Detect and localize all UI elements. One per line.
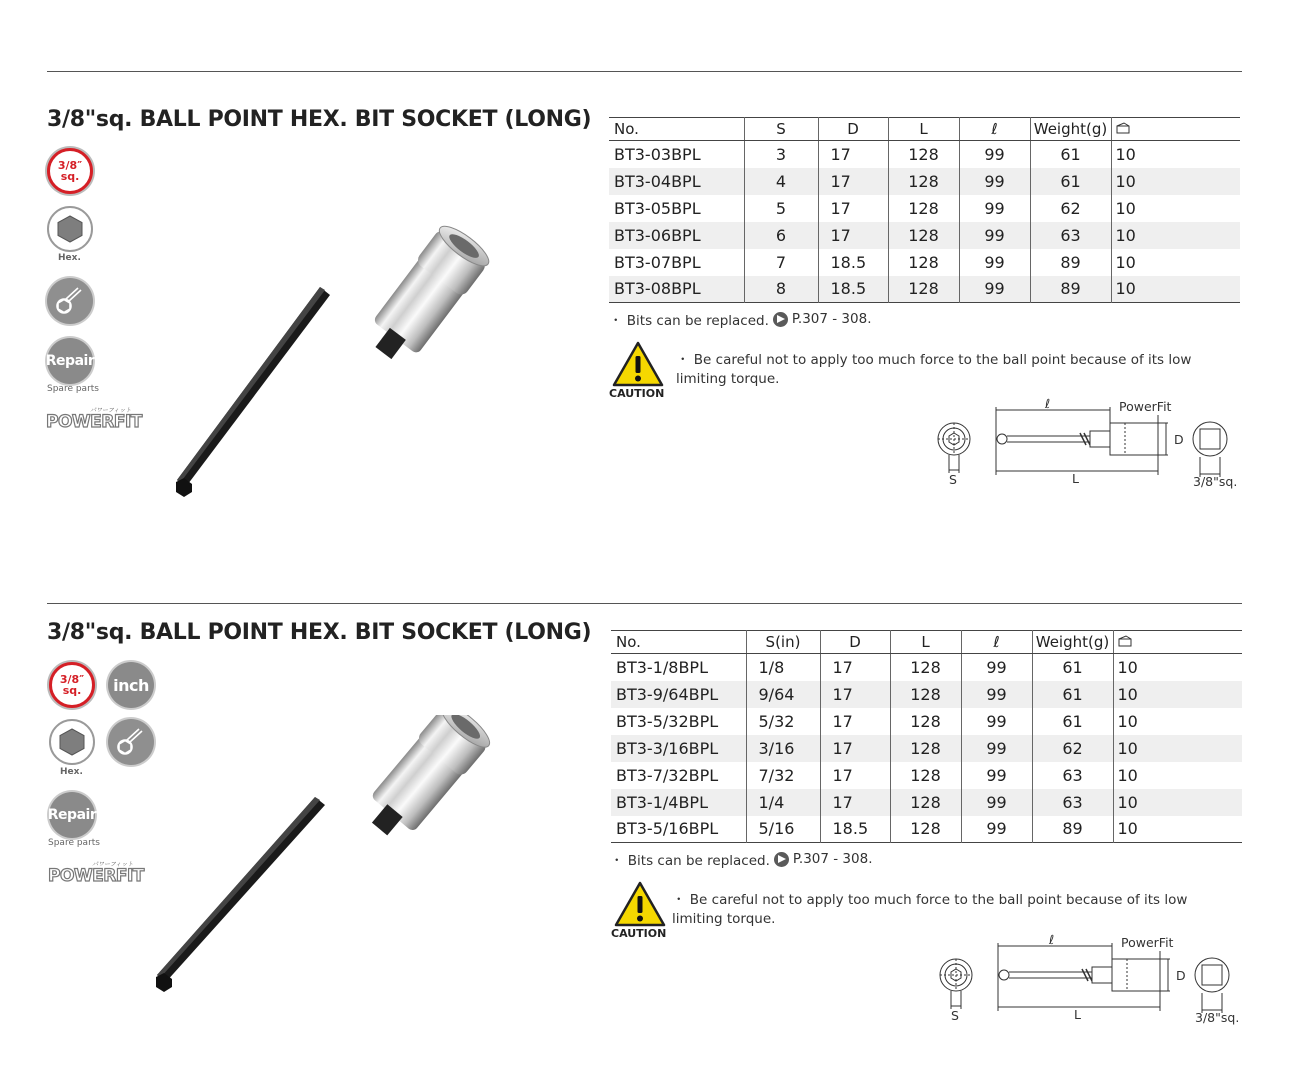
col-d: D	[820, 631, 890, 654]
cell-s: 1/8	[746, 654, 820, 681]
cell-l: 128	[888, 249, 959, 276]
spec-table	[611, 630, 1242, 843]
inch-badge: inch	[108, 662, 154, 708]
ball-hex-icon	[47, 278, 93, 324]
product-image	[150, 715, 570, 1015]
hex-icon	[49, 719, 95, 765]
cell-d: 17	[820, 762, 890, 789]
cell-no: BT3-5/32BPL	[611, 708, 746, 735]
page-ref-link[interactable]: P.307 - 308.	[792, 851, 873, 867]
note-text: ・ Bits can be replaced.	[610, 853, 770, 869]
cell-s: 3/16	[746, 735, 820, 762]
cell-s: 7	[744, 249, 818, 276]
cell-s: 1/4	[746, 789, 820, 816]
cell-qty: 10	[1113, 735, 1242, 762]
diagram-sq-label: 3/8"sq.	[1193, 474, 1238, 489]
cell-ell: 99	[961, 816, 1032, 843]
bits-replace-note	[609, 309, 871, 329]
ball-hex-icon	[108, 719, 154, 765]
repair-caption: Spare parts	[48, 838, 100, 848]
cell-weight: 61	[1030, 168, 1111, 195]
cell-ell: 99	[959, 195, 1030, 222]
cell-s: 7/32	[746, 762, 820, 789]
cell-d: 17	[818, 195, 888, 222]
cell-no: BT3-7/32BPL	[611, 762, 746, 789]
cell-ell: 99	[959, 168, 1030, 195]
cell-l: 128	[888, 168, 959, 195]
powerfit-logo: POWERFIT	[46, 412, 142, 432]
table-row	[609, 249, 1240, 276]
caution-icon	[608, 340, 668, 388]
cell-ell: 99	[961, 735, 1032, 762]
cell-no: BT3-04BPL	[609, 168, 744, 195]
cell-s: 3	[744, 141, 818, 168]
cell-ell: 99	[961, 762, 1032, 789]
cell-weight: 63	[1032, 762, 1113, 789]
cell-ell: 99	[959, 276, 1030, 303]
cell-no: BT3-1/8BPL	[611, 654, 746, 681]
cell-weight: 61	[1030, 141, 1111, 168]
cell-ell: 99	[959, 141, 1030, 168]
note-text: ・ Bits can be replaced.	[609, 313, 769, 329]
col-ell: ℓ	[961, 631, 1032, 654]
cell-d: 17	[820, 708, 890, 735]
section-divider	[47, 71, 1242, 72]
package-icon	[1118, 635, 1132, 647]
col-qty	[1111, 118, 1240, 141]
section-divider	[47, 603, 1242, 604]
cell-d: 17	[820, 735, 890, 762]
product-image	[170, 220, 590, 520]
cell-l: 128	[890, 735, 961, 762]
diagram-powerfit-label: PowerFit	[1119, 399, 1172, 414]
table-row	[609, 168, 1240, 195]
cell-qty: 10	[1111, 276, 1240, 303]
cell-d: 17	[820, 789, 890, 816]
table-row	[609, 195, 1240, 222]
repair-badge: Repair	[47, 338, 93, 384]
powerfit-logo: POWERFIT	[48, 866, 144, 886]
page-ref-arrow-icon	[773, 312, 788, 327]
diagram-ell-label: ℓ	[1045, 396, 1051, 411]
cell-qty: 10	[1117, 657, 1138, 677]
col-no: No.	[611, 631, 746, 654]
cell-l: 128	[888, 195, 959, 222]
diagram-s-label: S	[949, 472, 957, 487]
hex-caption: Hex.	[58, 253, 81, 263]
col-l: L	[890, 631, 961, 654]
table-header-row	[609, 118, 1240, 141]
col-s: S	[744, 118, 818, 141]
cell-ell: 99	[961, 789, 1032, 816]
col-no: No.	[609, 118, 744, 141]
cell-no: BT3-1/4BPL	[611, 789, 746, 816]
page-ref-arrow-icon	[774, 852, 789, 867]
cell-qty: 10	[1117, 711, 1138, 731]
diagram-d-label: D	[1174, 432, 1184, 447]
bits-replace-note	[610, 849, 872, 869]
cell-no: BT3-08BPL	[609, 276, 744, 303]
caution-icon	[610, 880, 670, 928]
hex-icon	[47, 206, 93, 252]
cell-ell: 99	[961, 681, 1032, 708]
cell-weight: 62	[1030, 195, 1111, 222]
caution-label: CAUTION	[609, 387, 665, 400]
product-section-inch	[0, 540, 1310, 1075]
cell-d: 17	[820, 681, 890, 708]
cell-no: BT3-05BPL	[609, 195, 744, 222]
table-header-row	[611, 631, 1242, 654]
cell-d: 17	[818, 168, 888, 195]
cell-d: 17	[820, 654, 890, 681]
table-row	[609, 276, 1240, 303]
diagram-sq-label: 3/8"sq.	[1195, 1010, 1240, 1025]
cell-d: 18.5	[818, 249, 888, 276]
diagram-d-label: D	[1176, 968, 1186, 983]
col-weight: Weight(g)	[1032, 631, 1113, 654]
cell-d: 18.5	[820, 816, 890, 843]
cell-l: 128	[890, 789, 961, 816]
table-row	[611, 708, 1242, 735]
section-title: 3/8"sq. BALL POINT HEX. BIT SOCKET (LONG)	[47, 620, 592, 645]
table-row	[611, 654, 1242, 681]
cell-qty: 10	[1115, 252, 1136, 272]
cell-weight: 63	[1030, 222, 1111, 249]
cell-qty: 10	[1113, 681, 1242, 708]
cell-l: 128	[890, 681, 961, 708]
cell-qty: 10	[1111, 222, 1240, 249]
table-row	[611, 789, 1242, 816]
cell-no: BT3-3/16BPL	[611, 735, 746, 762]
cell-no: BT3-07BPL	[609, 249, 744, 276]
caution-text: ・ Be careful not to apply too much force to the ball point because of its low limiting torque.	[672, 892, 1188, 927]
cell-no: BT3-5/16BPL	[611, 816, 746, 843]
cell-s: 8	[744, 276, 818, 303]
page-ref-link[interactable]: P.307 - 308.	[791, 311, 872, 327]
table-row	[609, 141, 1240, 168]
powerfit-subtitle: パワーフィット	[92, 861, 134, 868]
cell-l: 128	[890, 654, 961, 681]
cell-no: BT3-9/64BPL	[611, 681, 746, 708]
col-s: S(in)	[746, 631, 820, 654]
hex-caption: Hex.	[60, 767, 83, 777]
diagram-l-label: L	[1074, 1007, 1081, 1022]
square-drive-badge: 3/8″ sq.	[47, 148, 93, 194]
cell-l: 128	[890, 708, 961, 735]
repair-badge: Repair	[49, 792, 95, 838]
cell-weight: 89	[1030, 249, 1111, 276]
cell-qty: 10	[1113, 789, 1242, 816]
section-title: 3/8"sq. BALL POINT HEX. BIT SOCKET (LONG)	[47, 107, 592, 132]
col-d: D	[818, 118, 888, 141]
cell-d: 17	[818, 222, 888, 249]
diagram-l-label: L	[1072, 471, 1079, 486]
table-row	[609, 222, 1240, 249]
cell-weight: 63	[1032, 789, 1113, 816]
cell-qty: 10	[1111, 168, 1240, 195]
cell-ell: 99	[959, 222, 1030, 249]
table-row	[611, 681, 1242, 708]
cell-l: 128	[888, 222, 959, 249]
cell-weight: 61	[1032, 654, 1113, 681]
cell-qty: 10	[1115, 198, 1136, 218]
cell-ell: 99	[959, 249, 1030, 276]
spec-table	[609, 117, 1240, 303]
col-weight: Weight(g)	[1030, 118, 1111, 141]
col-qty	[1113, 631, 1242, 654]
cell-l: 128	[890, 816, 961, 843]
cell-qty: 10	[1117, 819, 1138, 839]
cell-s: 5/16	[746, 816, 820, 843]
cell-weight: 62	[1032, 735, 1113, 762]
caution-text: ・ Be careful not to apply too much force to the ball point because of its low limiting torque.	[676, 352, 1192, 387]
diagram-s-label: S	[951, 1008, 959, 1023]
cell-no: BT3-03BPL	[609, 141, 744, 168]
square-drive-badge: 3/8″ sq.	[49, 662, 95, 708]
table-row	[611, 816, 1242, 843]
cell-d: 18.5	[818, 276, 888, 303]
cell-s: 5/32	[746, 708, 820, 735]
cell-qty: 10	[1115, 144, 1136, 164]
col-l: L	[888, 118, 959, 141]
cell-weight: 61	[1032, 681, 1113, 708]
cell-d: 17	[818, 141, 888, 168]
cell-ell: 99	[961, 654, 1032, 681]
cell-s: 5	[744, 195, 818, 222]
col-ell: ℓ	[959, 118, 1030, 141]
cell-weight: 89	[1030, 276, 1111, 303]
cell-l: 128	[890, 762, 961, 789]
repair-caption: Spare parts	[47, 384, 99, 394]
caution-label: CAUTION	[611, 927, 667, 940]
diagram-ell-label: ℓ	[1049, 932, 1055, 947]
cell-no: BT3-06BPL	[609, 222, 744, 249]
cell-ell: 99	[961, 708, 1032, 735]
package-icon	[1116, 122, 1130, 134]
cell-l: 128	[888, 141, 959, 168]
cell-weight: 89	[1032, 816, 1113, 843]
cell-l: 128	[888, 276, 959, 303]
cell-qty: 10	[1117, 765, 1138, 785]
cell-s: 4	[744, 168, 818, 195]
table-row	[611, 762, 1242, 789]
cell-s: 9/64	[746, 681, 820, 708]
table-row	[611, 735, 1242, 762]
powerfit-subtitle: パワーフィット	[90, 407, 132, 414]
diagram-powerfit-label: PowerFit	[1121, 935, 1174, 950]
cell-weight: 61	[1032, 708, 1113, 735]
cell-s: 6	[744, 222, 818, 249]
